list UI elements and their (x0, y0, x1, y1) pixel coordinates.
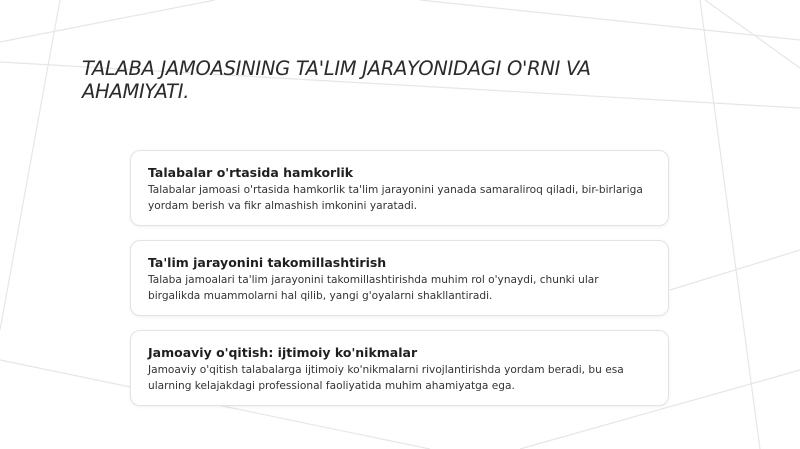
card-title: Jamoaviy o'qitish: ijtimoiy ko'nikmalar (148, 345, 418, 360)
card-jamoaviy-oqitish (130, 330, 669, 406)
bg-line (705, 0, 800, 68)
bg-line (700, 0, 760, 449)
card-text: Talabalar jamoasi o'rtasida hamkorlik ta'lim jarayonini yanada samaraliroq qiladi, bir-birlariga yordam berish va fikr almashish imkonini yaratadi. (148, 184, 643, 212)
bg-line (0, 0, 60, 330)
bg-line (670, 250, 800, 290)
card-title: Talabalar o'rtasida hamkorlik (148, 165, 354, 180)
card-text: Talaba jamoalari ta'lim jarayonini takomillashtirishda muhim rol o'ynaydi, chunki ular birgalikda muammolarni hal qilib, yangi g'oyalarni shakllantiradi. (148, 274, 599, 302)
card-takomillashtirish (130, 240, 669, 316)
bg-line (420, 0, 800, 40)
card-hamkorlik (130, 150, 669, 226)
slide-title: TALABA JAMOASINING TA'LIM JARAYONIDAGI O'RNI VA AHAMIYATI. (82, 57, 591, 103)
bg-line (0, 0, 215, 42)
card-text: Jamoaviy o'qitish talabalarga ijtimoiy ko'nikmalarni rivojlantirishda yordam beradi, bu esa ularning kelajakdagi professional faoliyatida muhim ahamiyatga ega. (148, 364, 624, 392)
card-title: Ta'lim jarayonini takomillashtirish (148, 255, 387, 270)
